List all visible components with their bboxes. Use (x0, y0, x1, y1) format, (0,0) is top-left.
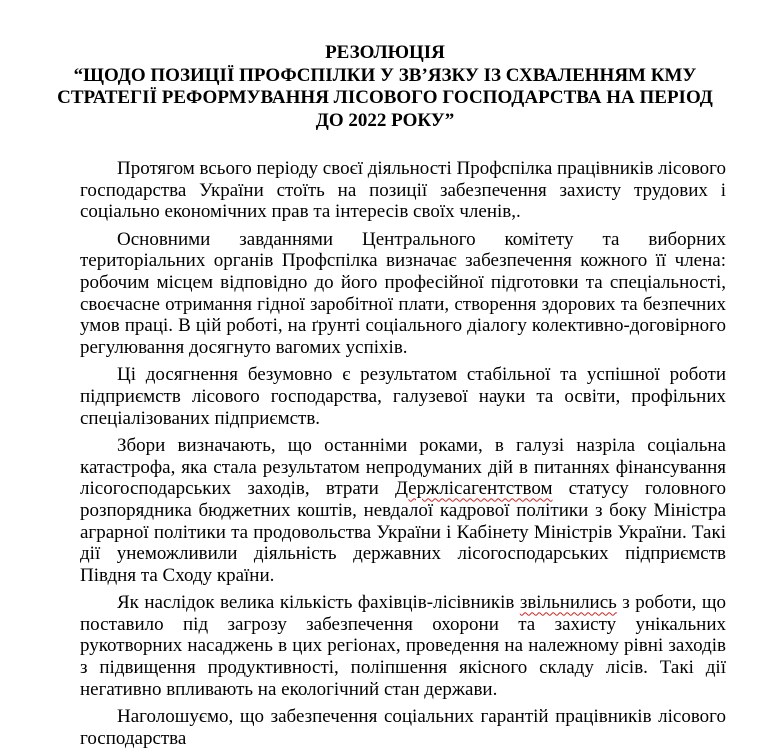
paragraph-4 (80, 435, 726, 586)
paragraph-1: Протягом всього періоду своєї діяльності Профспілка працівників лісового господарства України стоїть на позиції забезпечення захисту трудових і соціально економічних прав та інтересів своїх членів,. (80, 158, 726, 223)
document-body (80, 158, 726, 755)
paragraph-2: Основними завданнями Центрального комітету та виборних територіальних органів Профспілка визначає забезпечення кожного її члена: робочим місцем відповідно до його професійної підготовки та спеціальності, своєчасне отримання гідної заробітної плати, створення здорових та безпечних умов праці. В цій роботі, на ґрунті соціального діалогу колективно-договірного регулювання досягнуто вагомих успіхів. (80, 228, 726, 358)
paragraph-3: Ці досягнення безумовно є результатом стабільної та успішної роботи підприємств лісового господарства, галузевої науки та освіти, профільних спеціалізованих підприємств. (80, 364, 726, 429)
heading-subtitle-line-2: СТРАТЕГІЇ РЕФОРМУВАННЯ ЛІСОВОГО ГОСПОДАРСТВА НА ПЕРІОД (57, 87, 713, 108)
heading-title: РЕЗОЛЮЦІЯ (325, 42, 445, 63)
paragraph-6: Наголошуємо, що забезпечення соціальних гарантій працівників лісового господарства (80, 706, 726, 749)
paragraph-5-text-start: Як наслідок велика кількість фахівців-лісівників (117, 592, 520, 614)
paragraph-5-text-end: з роботи, що поставило під загрозу забезпечення охорони та захисту унікальних рукотворних насаджень в цих регіонах, проведення на належному рівні заходів з підвищення продуктивності, поліпшення якісного складу лісів. Такі дії негативно впливають на екологічний стан держави. (80, 592, 727, 700)
document-heading (0, 42, 770, 132)
paragraph-4-text-end: статусу головного розпорядника бюджетних коштів, невдалої кадрової політики з боку Міністра аграрної політики та продовольства України і Кабінету Міністрів України. Такі дії унеможливили діяльність державних лісогосподарських підприємств Півдня та Сходу країни. (80, 478, 726, 586)
heading-subtitle-line-3: ДО 2022 РОКУ” (315, 109, 455, 131)
heading-subtitle-line-1: “ЩОДО ПОЗИЦІЇ ПРОФСПІЛКИ У ЗВ’ЯЗКУ ІЗ СХВАЛЕННЯМ КМУ (73, 64, 697, 86)
paragraph-5 (80, 592, 726, 700)
spellcheck-flagged-word[interactable]: звільнились (519, 592, 617, 614)
paragraph-4-text-start: Збори визначають, що останніми роками, в галузі назріла соціальна катастрофа, яка стала результатом непродуманих дій в питаннях фінансування лісогосподарських заходів, втрати (80, 435, 726, 500)
spellcheck-flagged-word[interactable]: Держлісагентством (394, 478, 553, 500)
